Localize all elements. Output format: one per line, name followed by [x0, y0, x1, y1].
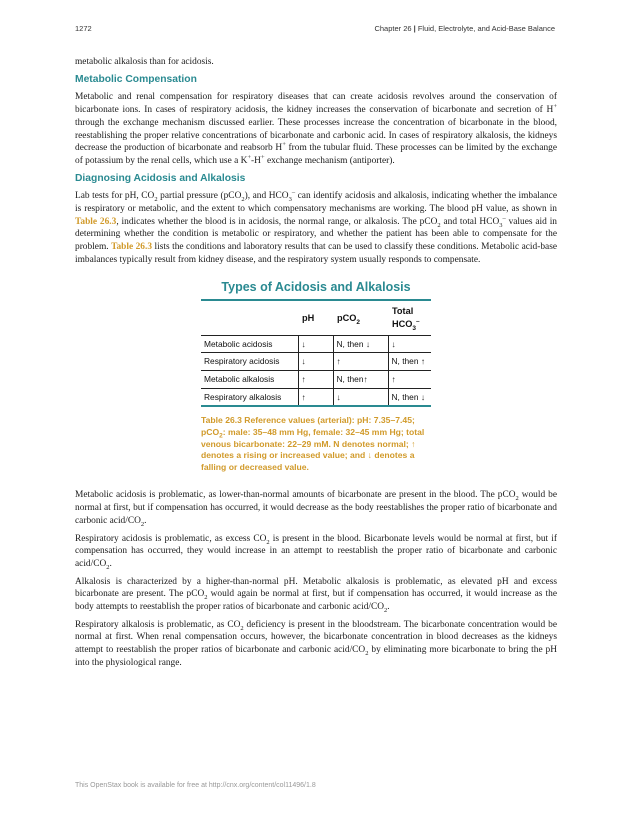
- table-caption: Table 26.3 Reference values (arterial): pH: 7.35–7.45; pCO$_2$: male: 35–48 mm Hg, female: 32–45 mm Hg; total venous bicarbonate: 22–29 mM. N denotes normal; ↑ denotes a rising or increased value; and ↓ denotes a falling or decreased value.: [201, 415, 425, 472]
- table-cell: ↓: [298, 335, 333, 353]
- table-cell: N, then ↓: [388, 388, 431, 406]
- table-row: [201, 388, 431, 406]
- heading-metabolic-compensation: Metabolic Compensation: [75, 73, 197, 85]
- intro-fragment: metabolic alkalosis than for acidosis.: [75, 57, 214, 67]
- table-header-row: [201, 300, 431, 335]
- acid-base-table: [201, 299, 431, 407]
- paragraph-respiratory-acidosis: Respiratory acidosis is problematic, as excess $CO_2$ is present in the blood. Bicarbonate levels would be normal at first, but if compensation has occurred, they would increase in an attempt to reestablish the proper ratio of bicarbonate and carbonic acid/$CO_2$.: [75, 533, 558, 571]
- table-header-cell: pCO$_2$: [333, 300, 388, 335]
- table-row: [201, 353, 431, 371]
- table-link[interactable]: Table 26.3: [111, 242, 153, 253]
- footer-note: This OpenStax book is available for free at http://cnx.org/content/col11496/1.8: [75, 782, 316, 789]
- table-cell: N, then ↓: [333, 335, 388, 353]
- page-content: [75, 56, 557, 675]
- paragraph-respiratory-alkalosis: Respiratory alkalosis is problematic, as $CO_2$ deficiency is present in the bloodstream. The bicarbonate concentration would be normal at first. When renal compensation occurs, however, the bicarbonate concentration in blood decreases as the kidneys attempt to reestablish the proper ratios of bicarbonate and carbonic acid/$CO_2$ by eliminating more bicarbonate to bring the pH into the physiological range.: [75, 619, 557, 668]
- page-number: 1272: [75, 24, 92, 33]
- heading-diagnosing: Diagnosing Acidosis and Alkalosis: [75, 172, 246, 184]
- table-cell: Metabolic acidosis: [201, 335, 298, 353]
- table-cell: Respiratory acidosis: [201, 353, 298, 371]
- table-row: [201, 335, 431, 353]
- table-header-cell: Total $HCO_3^-$: [388, 300, 431, 335]
- table-title: Types of Acidosis and Alkalosis: [221, 279, 411, 294]
- table-row: [201, 371, 431, 389]
- table-header-cell: pH: [298, 300, 333, 335]
- table-cell: Respiratory alkalosis: [204, 391, 282, 402]
- table-cell: ↓: [388, 335, 431, 353]
- table-cell: Metabolic alkalosis: [201, 371, 298, 389]
- table-cell: ↑: [298, 388, 333, 406]
- table-cell: ↑: [298, 371, 333, 389]
- table-cell: ↑: [333, 353, 388, 371]
- table-cell: ↓: [333, 388, 388, 406]
- paragraph-diagnosing: Lab tests for pH, $CO_2$ partial pressure (pCO$_2$), and $HCO_3^-$ can identify acidosis and alkalosis, indicating whether the imbalance is respiratory or metabolic, and the extent to which compensatory mechanisms are working. The blood pH value, as shown in Table 26.3, indicates whether the blood is in acidosis, the normal range, or alkalosis. The pCO$_2$ and total $HCO_3^-$ values aid in determining whether the condition is metabolic or respiratory, and whether the patient has been able to compensate for the problem. Table 26.3 lists the conditions and laboratory results that can be used to classify these conditions. Metabolic acid-base imbalances typically result from kidney disease, and the respiratory system usually responds to compensate.: [75, 189, 558, 265]
- chapter-title: Chapter 26 | Fluid, Electrolyte, and Acid-Base Balance: [374, 24, 555, 33]
- paragraph-metabolic-acidosis: Metabolic acidosis is problematic, as lower-than-normal amounts of bicarbonate are present in the blood. The pCO$_2$ would be normal at first, but if compensation has occurred, it would decrease as the body reestablishes the proper ratio of bicarbonate and carbonic acid/$CO_2$.: [75, 490, 557, 528]
- paragraph-metabolic-alkalosis: Alkalosis is characterized by a higher-than-normal pH. Metabolic alkalosis is problematic, as elevated pH and excess bicarbonate are present. The pCO$_2$ would again be normal at first, but if compensation has occurred, it would increase as the body attempts to reestablish the proper ratios of bicarbonate and carbonic acid/$CO_2$.: [75, 576, 557, 614]
- table-cell: N, then↑: [333, 371, 388, 389]
- table-figure: [201, 281, 431, 474]
- paragraph-metabolic-compensation: Metabolic and renal compensation for respiratory diseases that can create acidosis revolves around the conservation of bicarbonate ions. In cases of respiratory acidosis, the kidney increases the conservation of bicarbonate and secretion of H+ through the exchange mechanism discussed earlier. These processes increase the concentration of bicarbonate in the blood, reestablishing the proper relative concentrations of bicarbonate and carbonic acid. In cases of respiratory alkalosis, the kidneys decrease the production of bicarbonate and reabsorb H+ from the tubular fluid. These processes can be limited by the exchange of potassium by the renal cells, which use a K+-H+ exchange mechanism (antiporter).: [75, 92, 558, 166]
- table-link[interactable]: Table 26.3: [75, 216, 117, 227]
- table-cell: N, then ↑: [388, 353, 431, 371]
- table-header-cell: [201, 300, 298, 335]
- table-cell: ↑: [388, 371, 431, 389]
- table-cell: ↓: [298, 353, 333, 371]
